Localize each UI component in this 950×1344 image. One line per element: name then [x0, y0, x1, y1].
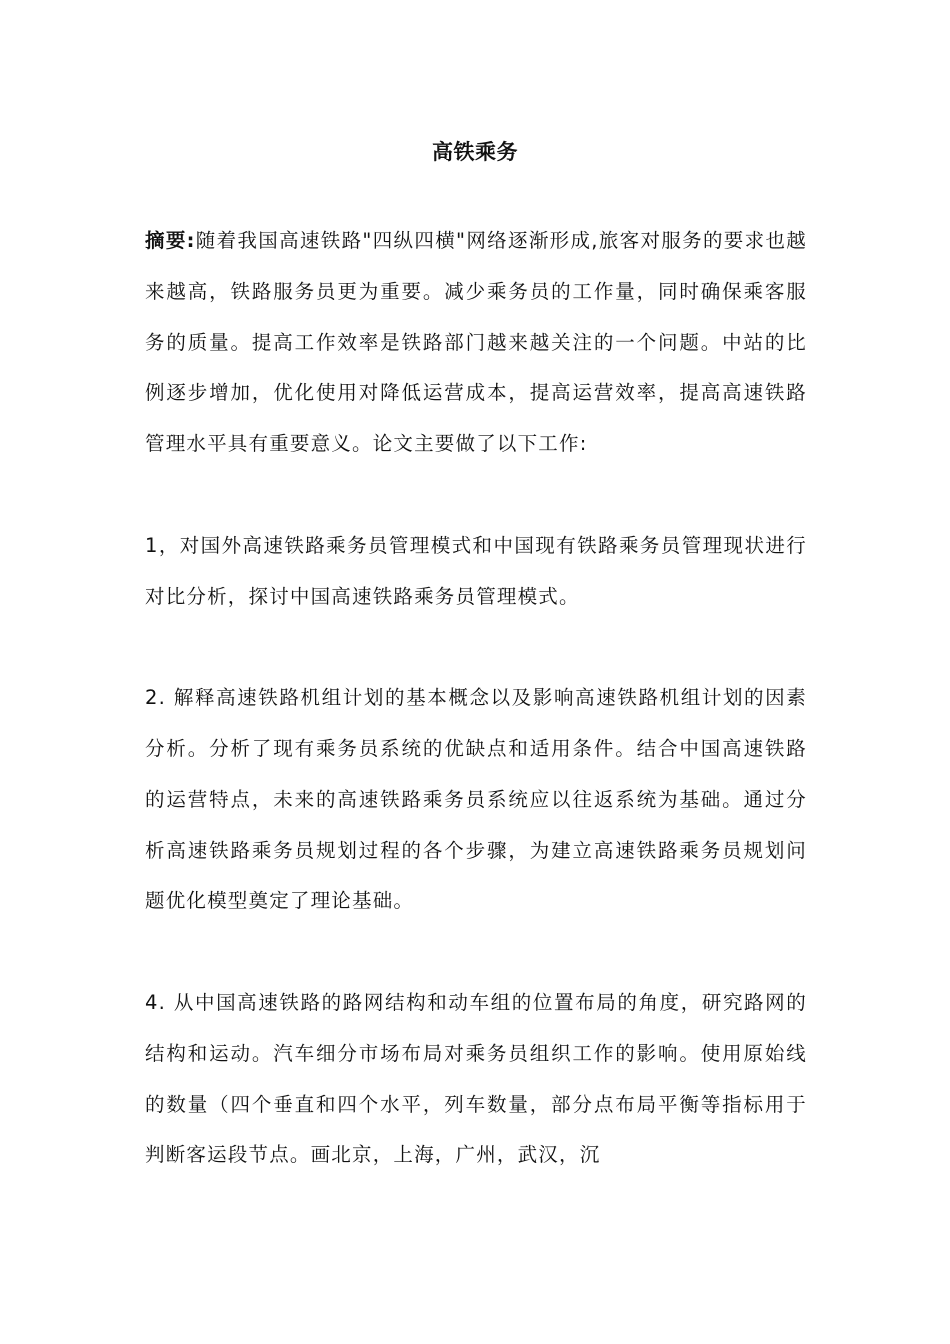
abstract-paragraph: [145, 216, 807, 470]
list-item: 1，对国外高速铁路乘务员管理模式和中国现有铁路乘务员管理现状进行对比分析，探讨中国高速铁路乘务员管理模式。: [145, 533, 807, 608]
document-body: [145, 216, 807, 1232]
list-item: 2. 解释高速铁路机组计划的基本概念以及影响高速铁路机组计划的因素分析。分析了现有乘务员系统的优缺点和适用条件。结合中国高速铁路的运营特点，未来的高速铁路乘务员系统应以往返系统为基础。通过分析高速铁路乘务员规划过程的各个步骤，为建立高速铁路乘务员规划问题优化模型奠定了理论基础。: [145, 686, 807, 913]
abstract-label: 摘要:: [145, 229, 196, 252]
list-item: 4. 从中国高速铁路的路网结构和动车组的位置布局的角度，研究路网的结构和运动。汽车细分市场布局对乘务员组织工作的影响。使用原始线的数量（四个垂直和四个水平，列车数量，部分点布局平衡等指标用于判断客运段节点。画北京，上海，广州，武汉，沉: [145, 990, 807, 1167]
document-title: 高铁乘务: [432, 140, 518, 164]
abstract-text: 随着我国高速铁路"四纵四横"网络逐渐形成,旅客对服务的要求也越来越高，铁路服务员更为重要。减少乘务员的工作量，同时确保乘客服务的质量。提高工作效率是铁路部门越来越关注的一个问题。中站的比例逐步增加，优化使用对降低运营成本，提高运营效率，提高高速铁路管理水平具有重要意义。论文主要做了以下工作:: [145, 229, 807, 456]
